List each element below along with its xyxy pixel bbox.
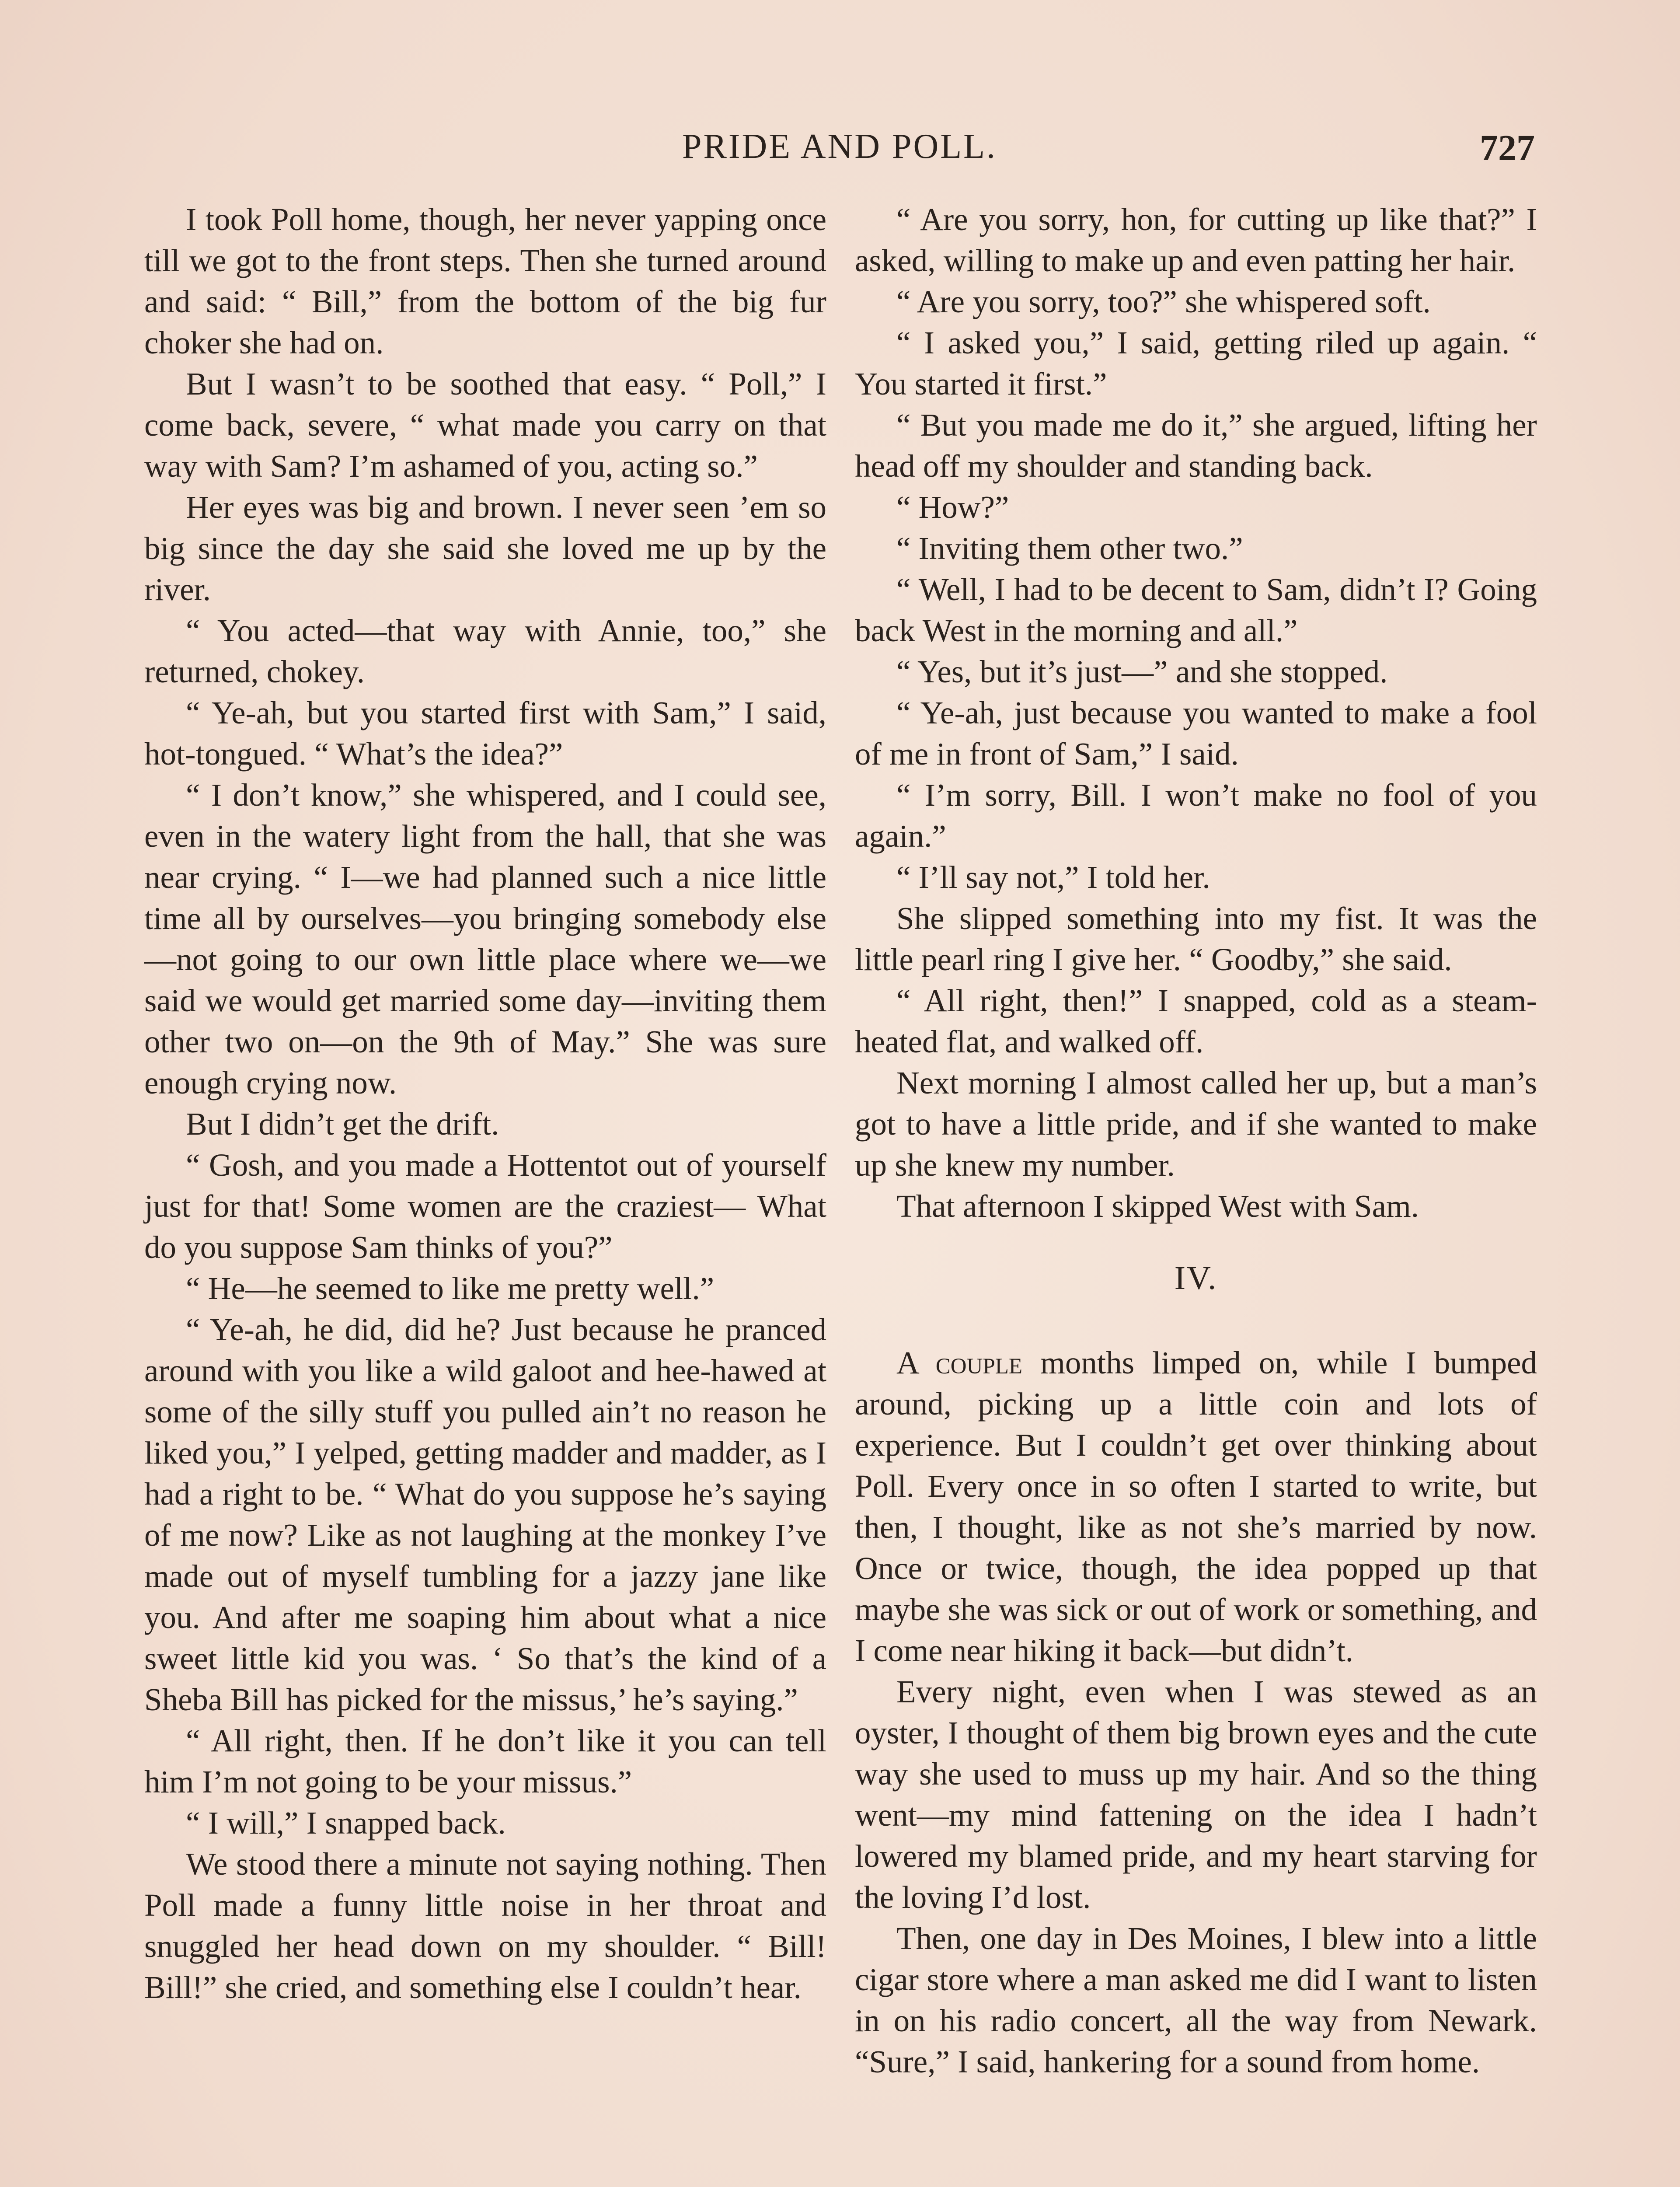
paragraph: “ He—he seemed to like me pretty well.” (186, 1271, 715, 1306)
paragraph: “ Yes, but it’s just—” and she stopped. (896, 654, 1388, 689)
paragraph: “ But you made me do it,” she argued, lifting her head off my shoulder and standing back. (855, 407, 1537, 484)
paragraph: “ I’ll say not,” I told her. (896, 859, 1210, 895)
paragraph: “ I asked you,” I said, getting riled up again. “ You started it first.” (855, 325, 1537, 402)
paragraph: “ Ye-ah, just because you wanted to make a fool of me in front of Sam,” I said. (855, 695, 1537, 772)
paragraph: I took Poll home, though, her never yapping once till we got to the front steps. Then she turned around and said: “ Bill,” from the bottom of the big fur choker she had on. (144, 202, 826, 360)
paragraph: “ Inviting them other two.” (896, 531, 1243, 566)
page-header (144, 127, 1535, 175)
paragraph: “ Are you sorry, hon, for cutting up like that?” I asked, willing to make up and even patting her hair. (855, 202, 1537, 278)
paragraph: “ Ye-ah, but you started first with Sam,” I said, hot-tongued. “ What’s the idea?” (144, 695, 826, 772)
paragraph: We stood there a minute not saying nothing. Then Poll made a funny little noise in her throat and snuggled her head down on my shoulder. “ Bill! Bill!” she cried, and something else I couldn’t hear. (144, 1846, 826, 2005)
paragraph: Next morning I almost called her up, but a man’s got to have a little pride, and if she wanted to make up she knew my number. (855, 1065, 1537, 1183)
paragraph: But I didn’t get the drift. (186, 1106, 499, 1142)
paragraph: That afternoon I skipped West with Sam. (896, 1188, 1419, 1224)
page-number: 727 (1480, 128, 1535, 168)
paragraph: But I wasn’t to be soothed that easy. “ Poll,” I come back, severe, “ what made you carry on that way with Sam? I’m ashamed of you, acting so.” (144, 366, 826, 484)
running-title: PRIDE AND POLL. (682, 127, 997, 166)
paragraph: “ Well, I had to be decent to Sam, didn’t I? Going back West in the morning and all.” (855, 572, 1537, 648)
left-column (144, 199, 826, 2008)
paragraph: “ How?” (896, 489, 1009, 525)
paragraph: “ You acted—that way with Annie, too,” she returned, chokey. (144, 613, 826, 689)
section-opening-paragraph (855, 1342, 1537, 1671)
opening-words: A couple (896, 1345, 1023, 1380)
paragraph: “ I don’t know,” she whispered, and I could see, even in the watery light from the hall, that she was near crying. “ I—we had planned such a nice little time all by ourselves—you bringing somebody else—not going to our own little place where we—we said we would get married some day—inviting them other two on—on the 9th of May.” She was sure enough crying now. (144, 777, 826, 1100)
paragraph: “ I’m sorry, Bill. I won’t make no fool of you again.” (855, 777, 1537, 854)
paragraph: “ I will,” I snapped back. (186, 1805, 506, 1841)
paragraph: “ All right, then!” I snapped, cold as a steam-heated flat, and walked off. (855, 983, 1537, 1059)
section-heading: IV. (1174, 1260, 1218, 1296)
paragraph: Every night, even when I was stewed as an oyster, I thought of them big brown eyes and the cute way she used to muss up my hair. And so the thing went—my mind fattening on the idea I hadn’t lowered my blamed pride, and my heart starving for the loving I’d lost. (855, 1674, 1537, 1915)
paragraph: “ Ye-ah, he did, did he? Just because he pranced around with you like a wild galoot and hee-hawed at some of the silly stuff you pulled ain’t no reason he liked you,” I yelped, getting madder and madder, as I had a right to be. “ What do you suppose he’s saying of me now? Like as not laughing at the monkey I’ve made out of myself tumbling for a jazzy jane like you. And after me soaping him about what a nice sweet little kid you was. ‘ So that’s the kind of a Sheba Bill has picked for the missus,’ he’s saying.” (144, 1312, 826, 1717)
paragraph: She slipped something into my fist. It was the little pearl ring I give her. “ Goodby,” she said. (855, 901, 1537, 977)
paragraph: Her eyes was big and brown. I never seen ’em so big since the day she said she loved me up by the river. (144, 489, 826, 607)
opening-text: months limped on, while I bumped around, picking up a little coin and lots of experience. But I couldn’t get over thinking about Poll. Every once in so often I started to write, but then, I thought, like as not she’s married by now. Once or twice, though, the idea popped up that maybe she was sick or out of work or something, and I come near hiking it back—but didn’t. (855, 1345, 1537, 1668)
paragraph: “ Are you sorry, too?” she whispered soft. (896, 284, 1431, 319)
paragraph: Then, one day in Des Moines, I blew into a little cigar store where a man asked me did I want to listen in on his radio concert, all the way from Newark. “Sure,” I said, hankering for a sound from home. (855, 1921, 1537, 2079)
right-column (855, 199, 1537, 2082)
paragraph: “ All right, then. If he don’t like it you can tell him I’m not going to be your missus.” (144, 1723, 826, 1799)
paragraph: “ Gosh, and you made a Hottentot out of yourself just for that! Some women are the craziest— What do you suppose Sam thinks of you?” (144, 1147, 826, 1265)
